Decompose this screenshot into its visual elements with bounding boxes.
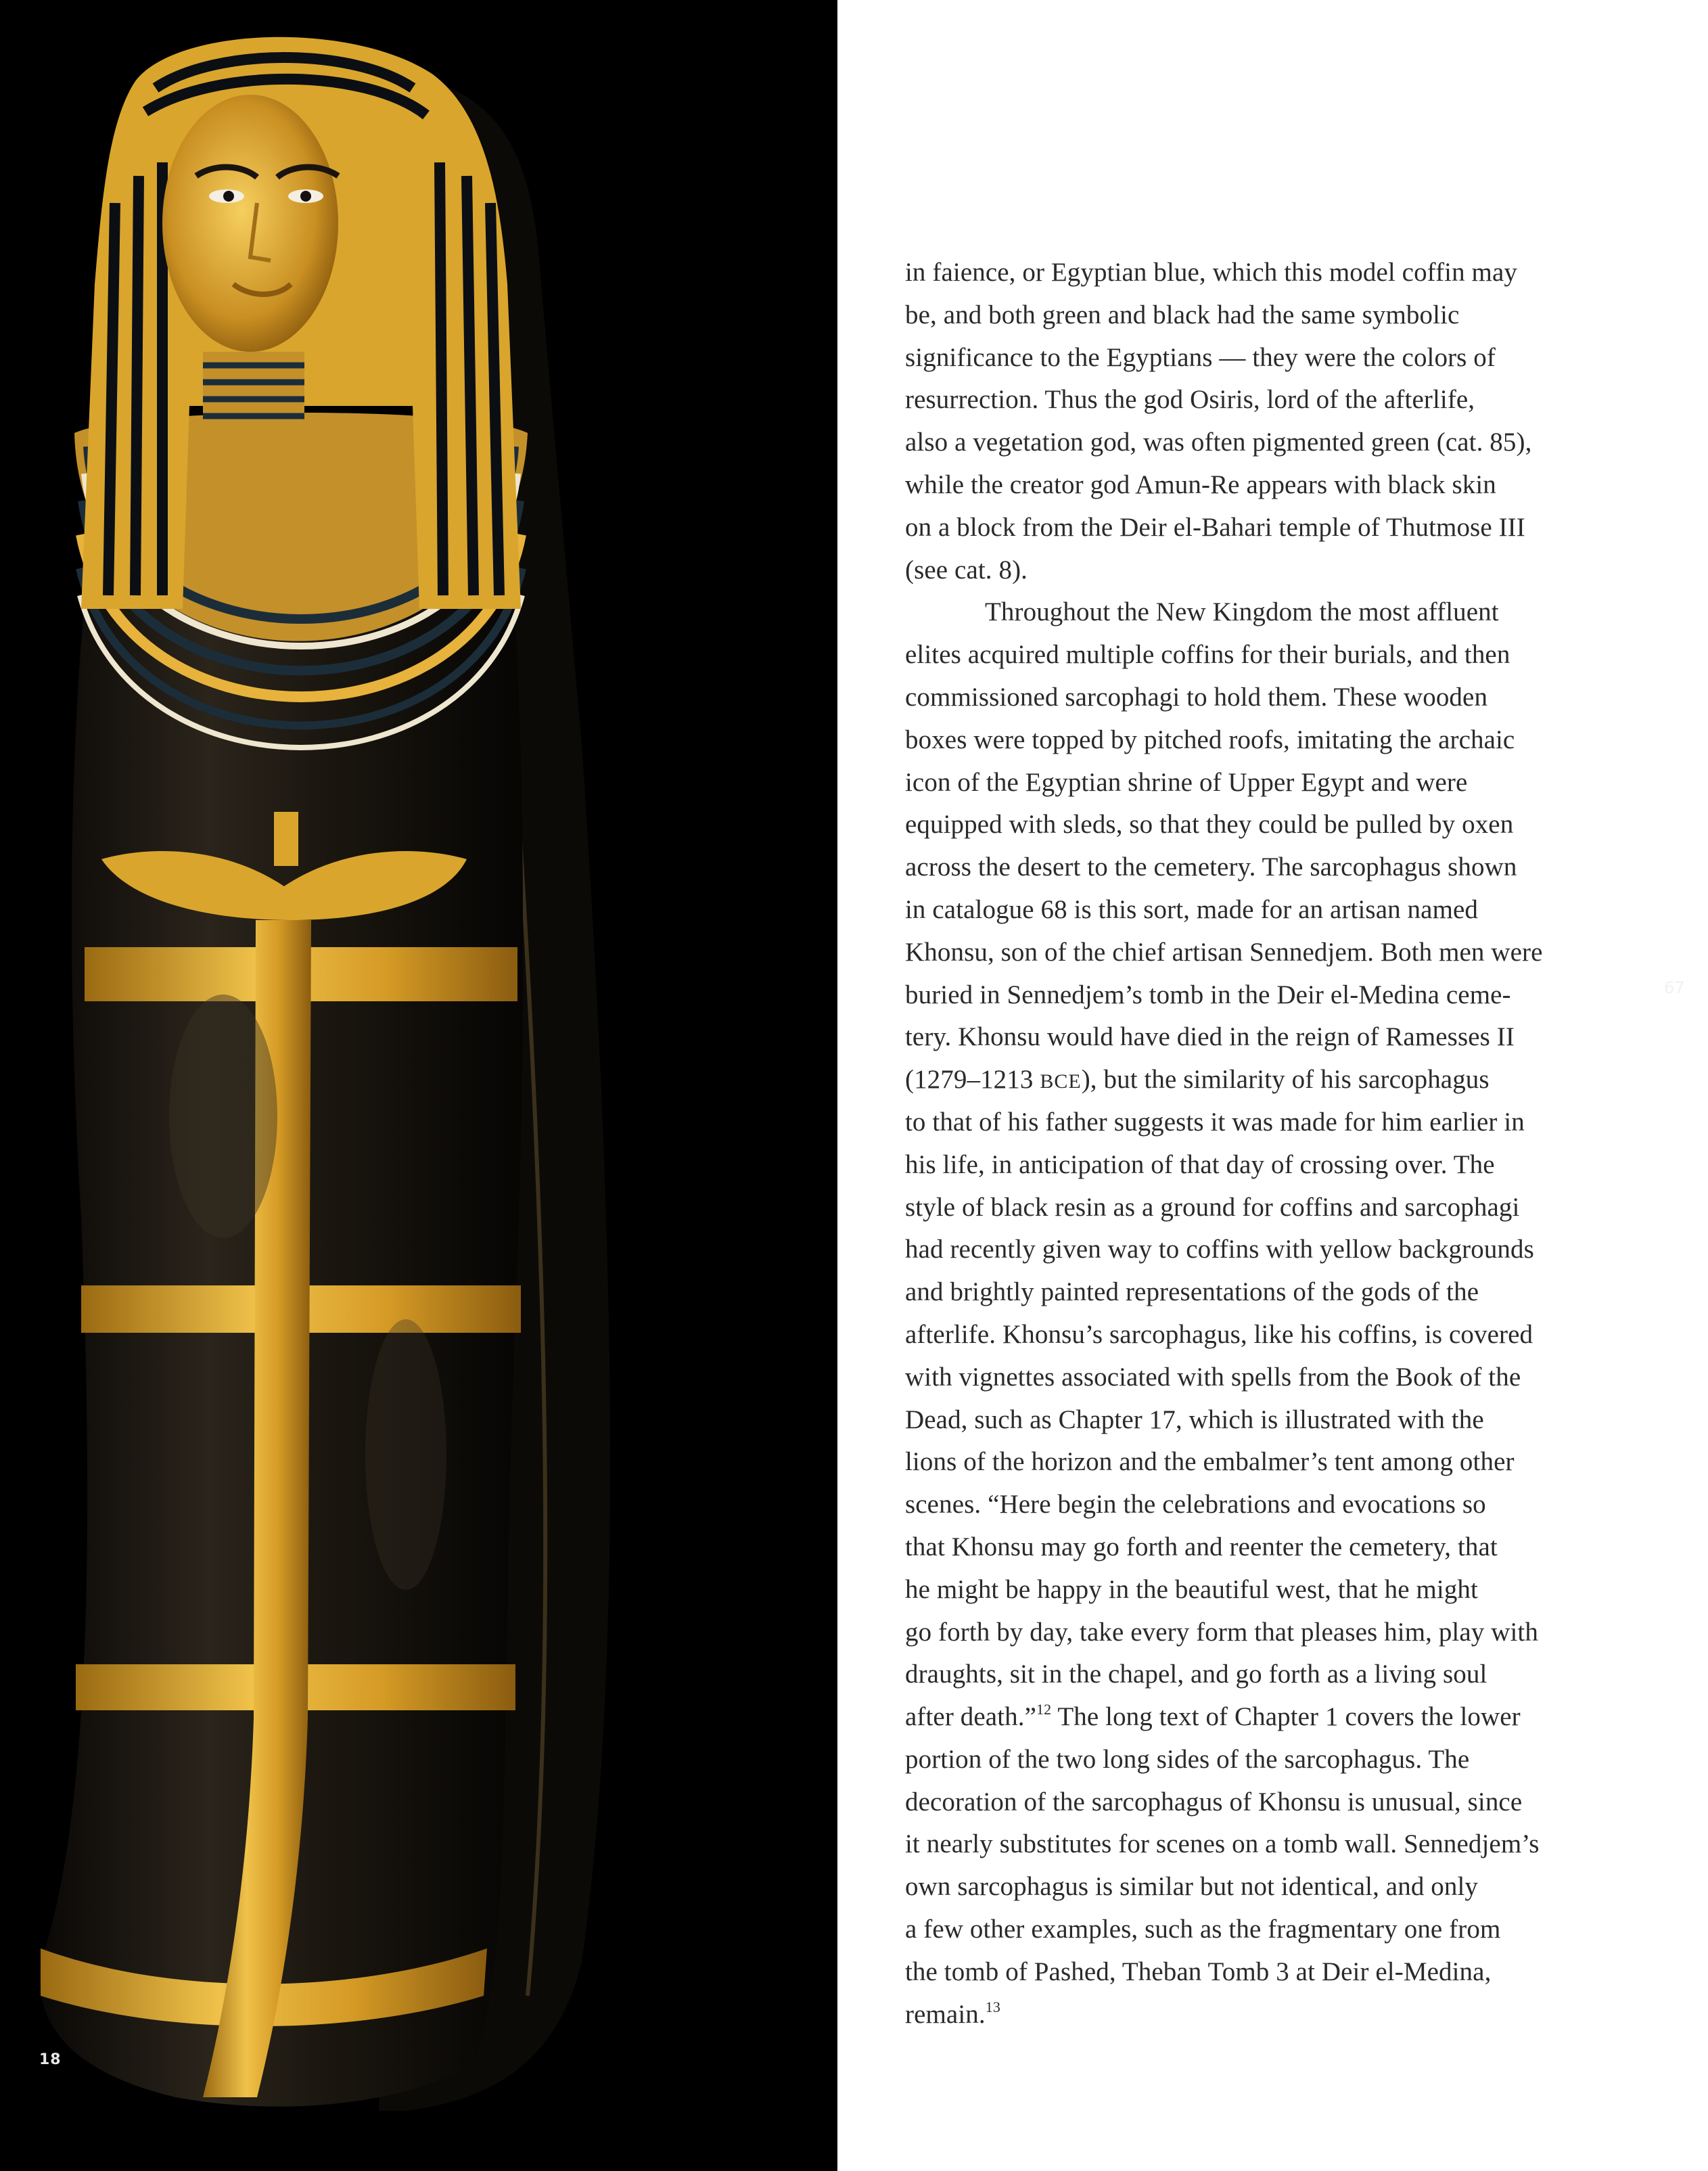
era-smallcaps: BCE [1040, 1070, 1082, 1093]
text-line: while the creator god Amun-Re appears with black skin [905, 470, 1496, 499]
text-line: scenes. “Here begin the celebrations and evocations so [905, 1490, 1486, 1519]
coffin-photograph [0, 0, 837, 2171]
text-line: also a vegetation god, was often pigmented green (cat. 85), [905, 428, 1532, 457]
text-line: commissioned sarcophagi to hold them. These wooden [905, 682, 1488, 712]
text-run: ), but the similarity of his sarcophagus [1081, 1065, 1490, 1095]
text-line: style of black resin as a ground for coffins and sarcophagi [905, 1192, 1520, 1222]
text-run: after death.” [905, 1702, 1036, 1732]
text-run: The long text of Chapter 1 covers the lower [1051, 1702, 1521, 1732]
text-line: his life, in anticipation of that day of crossing over. The [905, 1149, 1495, 1179]
model-coffin-illustration [0, 0, 837, 2171]
text-line: across the desert to the cemetery. The sarcophagus shown [905, 852, 1517, 882]
text-line [905, 1059, 1602, 1101]
text-line: a few other examples, such as the fragmentary one from [905, 1915, 1501, 1944]
text-line: tery. Khonsu would have died in the reign of Ramesses II [905, 1022, 1515, 1052]
text-line: decoration of the sarcophagus of Khonsu is unusual, since [905, 1787, 1523, 1816]
text-line: and brightly painted representations of the gods of the [905, 1277, 1479, 1307]
page-number-left: 18 [39, 2051, 62, 2068]
text-line: resurrection. Thus the god Osiris, lord of the afterlife, [905, 385, 1475, 415]
gold-face [162, 95, 338, 352]
text-line: he might be happy in the beautiful west, that he might [905, 1574, 1478, 1604]
text-line [905, 1696, 1602, 1739]
footnote-ref-13: 13 [985, 1998, 1000, 2015]
text-line: boxes were topped by pitched roofs, imitating the archaic [905, 725, 1515, 754]
text-line: the tomb of Pashed, Theban Tomb 3 at Deir el-Medina, [905, 1957, 1492, 1986]
text-line: go forth by day, take every form that pleases him, play with [905, 1617, 1538, 1647]
date-range-text: (1279–1213 [905, 1065, 1040, 1095]
footnote-ref-12: 12 [1036, 1701, 1052, 1718]
text-line: Throughout the New Kingdom the most affluent [985, 597, 1499, 627]
text-line: on a block from the Deir el-Bahari temple of Thutmose III [905, 512, 1525, 542]
text-line: elites acquired multiple coffins for their burials, and then [905, 640, 1510, 670]
text-line: Khonsu, son of the chief artisan Sennedjem. Both men were [905, 937, 1543, 967]
text-line: in faience, or Egyptian blue, which this model coffin may [905, 258, 1517, 287]
text-line: own sarcophagus is similar but not identical, and only [905, 1872, 1479, 1902]
text-line: buried in Sennedjem’s tomb in the Deir el-Medina ceme- [905, 980, 1511, 1009]
text-line: (see cat. 8). [905, 555, 1028, 585]
paragraph-1 [905, 252, 1602, 591]
text-line: portion of the two long sides of the sarcophagus. The [905, 1744, 1470, 1774]
text-line: that Khonsu may go forth and reenter the cemetery, that [905, 1532, 1498, 1561]
paragraph-2 [905, 591, 1602, 2036]
text-line [905, 1994, 1602, 2036]
text-line: afterlife. Khonsu’s sarcophagus, like his coffins, is covered [905, 1319, 1533, 1349]
text-line: draughts, sit in the chapel, and go forth as a living soul [905, 1660, 1487, 1689]
text-line: significance to the Egyptians — they were the colors of [905, 342, 1496, 372]
text-line: be, and both green and black had the same symbolic [905, 300, 1460, 329]
text-line: to that of his father suggests it was made for him earlier in [905, 1107, 1525, 1137]
text-line: it nearly substitutes for scenes on a tomb wall. Sennedjem’s [905, 1829, 1540, 1859]
text-line: equipped with sleds, so that they could be pulled by oxen [905, 810, 1514, 840]
text-line: Dead, such as Chapter 17, which is illustrated with the [905, 1404, 1484, 1434]
page-number-right: 67 [1664, 978, 1685, 997]
text-line: icon of the Egyptian shrine of Upper Egypt and were [905, 767, 1468, 797]
text-line: lions of the horizon and the embalmer’s tent among other [905, 1447, 1515, 1477]
text-line: with vignettes associated with spells from the Book of the [905, 1362, 1521, 1392]
body-text [905, 252, 1602, 2036]
text-run: remain. [905, 1999, 986, 2029]
text-line: had recently given way to coffins with yellow backgrounds [905, 1235, 1534, 1264]
text-line: in catalogue 68 is this sort, made for an artisan named [905, 894, 1479, 924]
